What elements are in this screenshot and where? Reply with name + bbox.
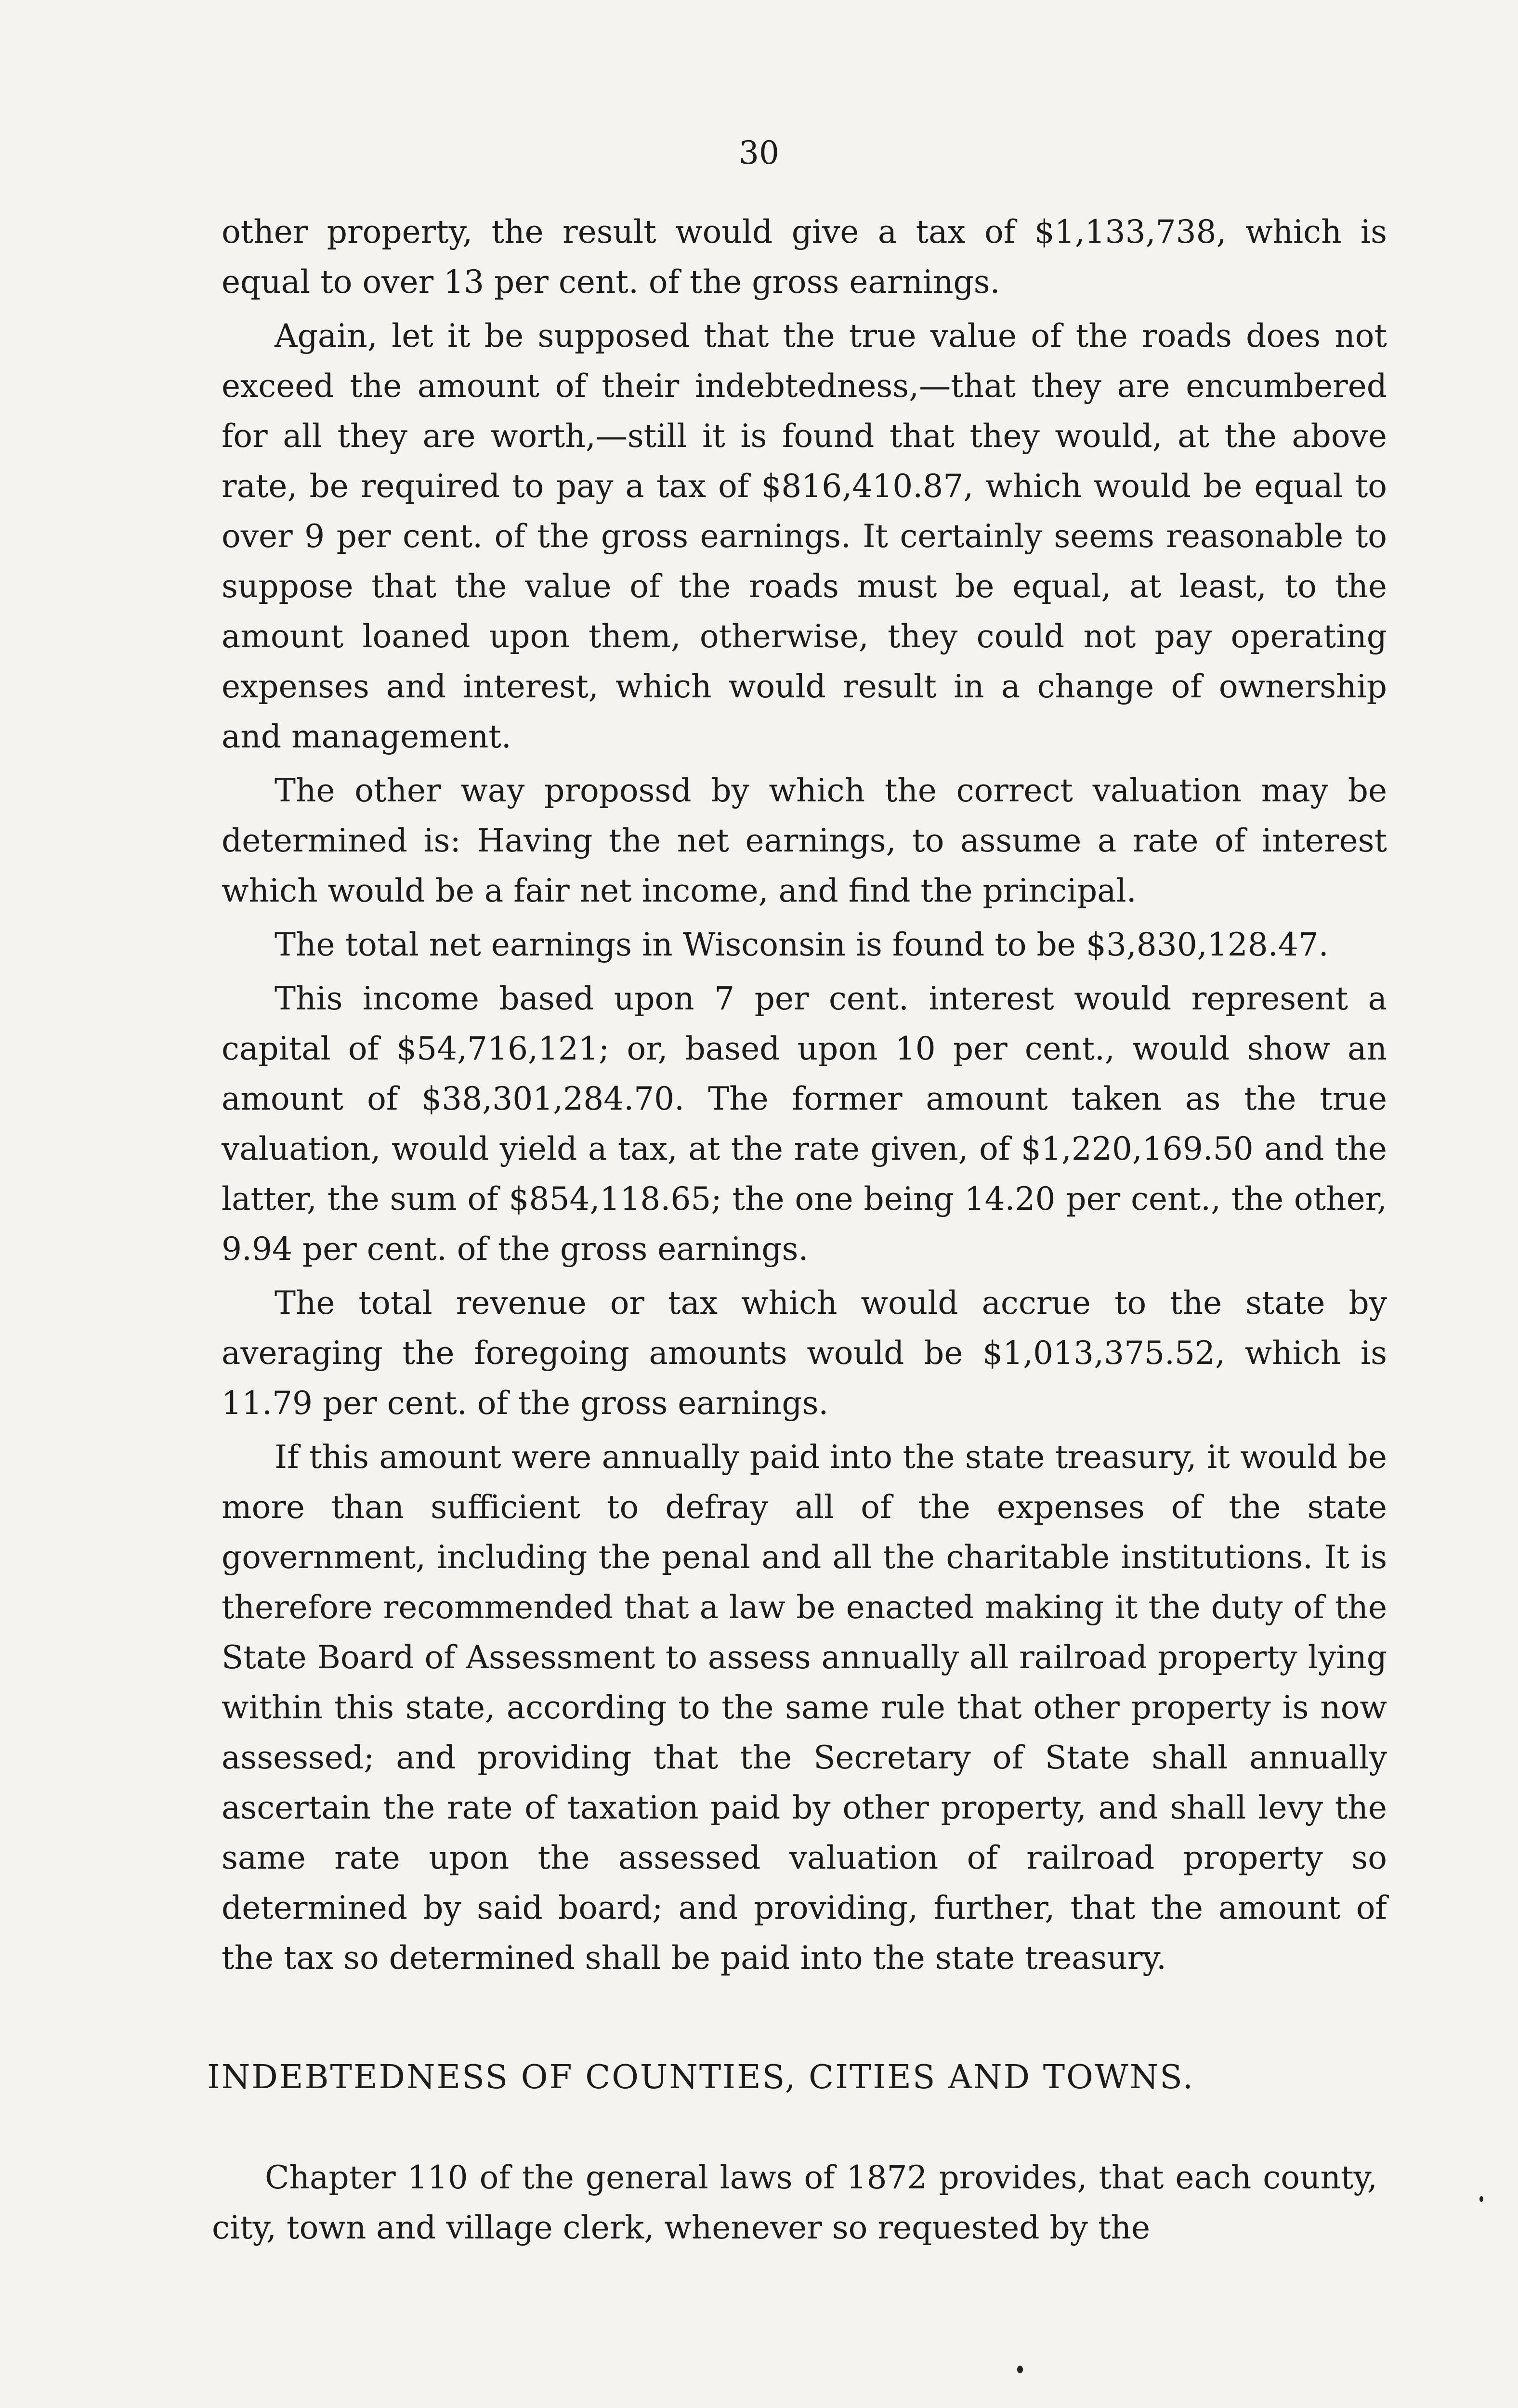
ink-speck xyxy=(1479,2196,1483,2202)
paragraph-continued-tax: other property, the result would give a tax of $1,133,738, which is equal to over 13 per cent. of the gross earnings. xyxy=(222,213,1387,301)
paragraph-total-revenue: The total revenue or tax which would accrue to the state by averaging the foregoing amounts would be $1,013,375.52, which is 11.79 per cent. of the gross earnings. xyxy=(222,1284,1387,1422)
section-heading: INDEBTEDNESS OF COUNTIES, CITIES AND TOWNS. xyxy=(207,2058,1195,2096)
paragraph-indebtedness-valuation: Again, let it be supposed that the true value of the roads does not exceed the amount of their indebtedness,—that they are encumbered for all they are worth,—still it is found that they would, at the above rate, be required to pay a tax of $816,410.87, which would be equal to over 9 per cent. of the gross earnings. It certainly seems reasonable to suppose that the value of the roads must be equal, at least, to the amount loaned upon them, otherwise, they could not pay operating expenses and interest, which would result in a change of ownership and management. xyxy=(222,317,1387,755)
body-text xyxy=(222,207,1387,1987)
page-number: 30 xyxy=(739,134,779,171)
paragraph-income-capital: This income based upon 7 per cent. interest would represent a capital of $54,716,121; or, based upon 10 per cent., would show an amount of $38,301,284.70. The former amount taken as the true valuation, would yield a tax, at the rate given, of $1,220,169.50 and the latter, the sum of $854,118.65; the one being 14.20 per cent., the other, 9.94 per cent. of the gross earnings. xyxy=(222,980,1387,1268)
paragraph-chapter-110: Chapter 110 of the general laws of 1872 provides, that each county, city, town and village clerk, whenever so requested by the xyxy=(212,2159,1377,2246)
paragraph-other-way: The other way propossd by which the correct valuation may be determined is: Having the net earnings, to assume a rate of interest which would be a fair net income, and find the principal. xyxy=(222,772,1387,909)
section-body-text xyxy=(212,2153,1377,2253)
paragraph-recommendation: If this amount were annually paid into the state treasury, it would be more than sufficient to defray all of the expenses of the state government, including the penal and all the charitable institutions. It is therefore recommended that a law be enacted making it the duty of the State Board of Assessment to assess annually all railroad property lying within this state, according to the same rule that other property is now assessed; and providing that the Secretary of State shall annually ascertain the rate of taxation paid by other property, and shall levy the same rate upon the assessed valuation of railroad property so determined by said board; and providing, further, that the amount of the tax so determined shall be paid into the state treasury. xyxy=(222,1439,1387,1976)
ink-speck xyxy=(1017,2366,1023,2373)
paragraph-net-earnings: The total net earnings in Wisconsin is found to be $3,830,128.47. xyxy=(275,926,1329,963)
